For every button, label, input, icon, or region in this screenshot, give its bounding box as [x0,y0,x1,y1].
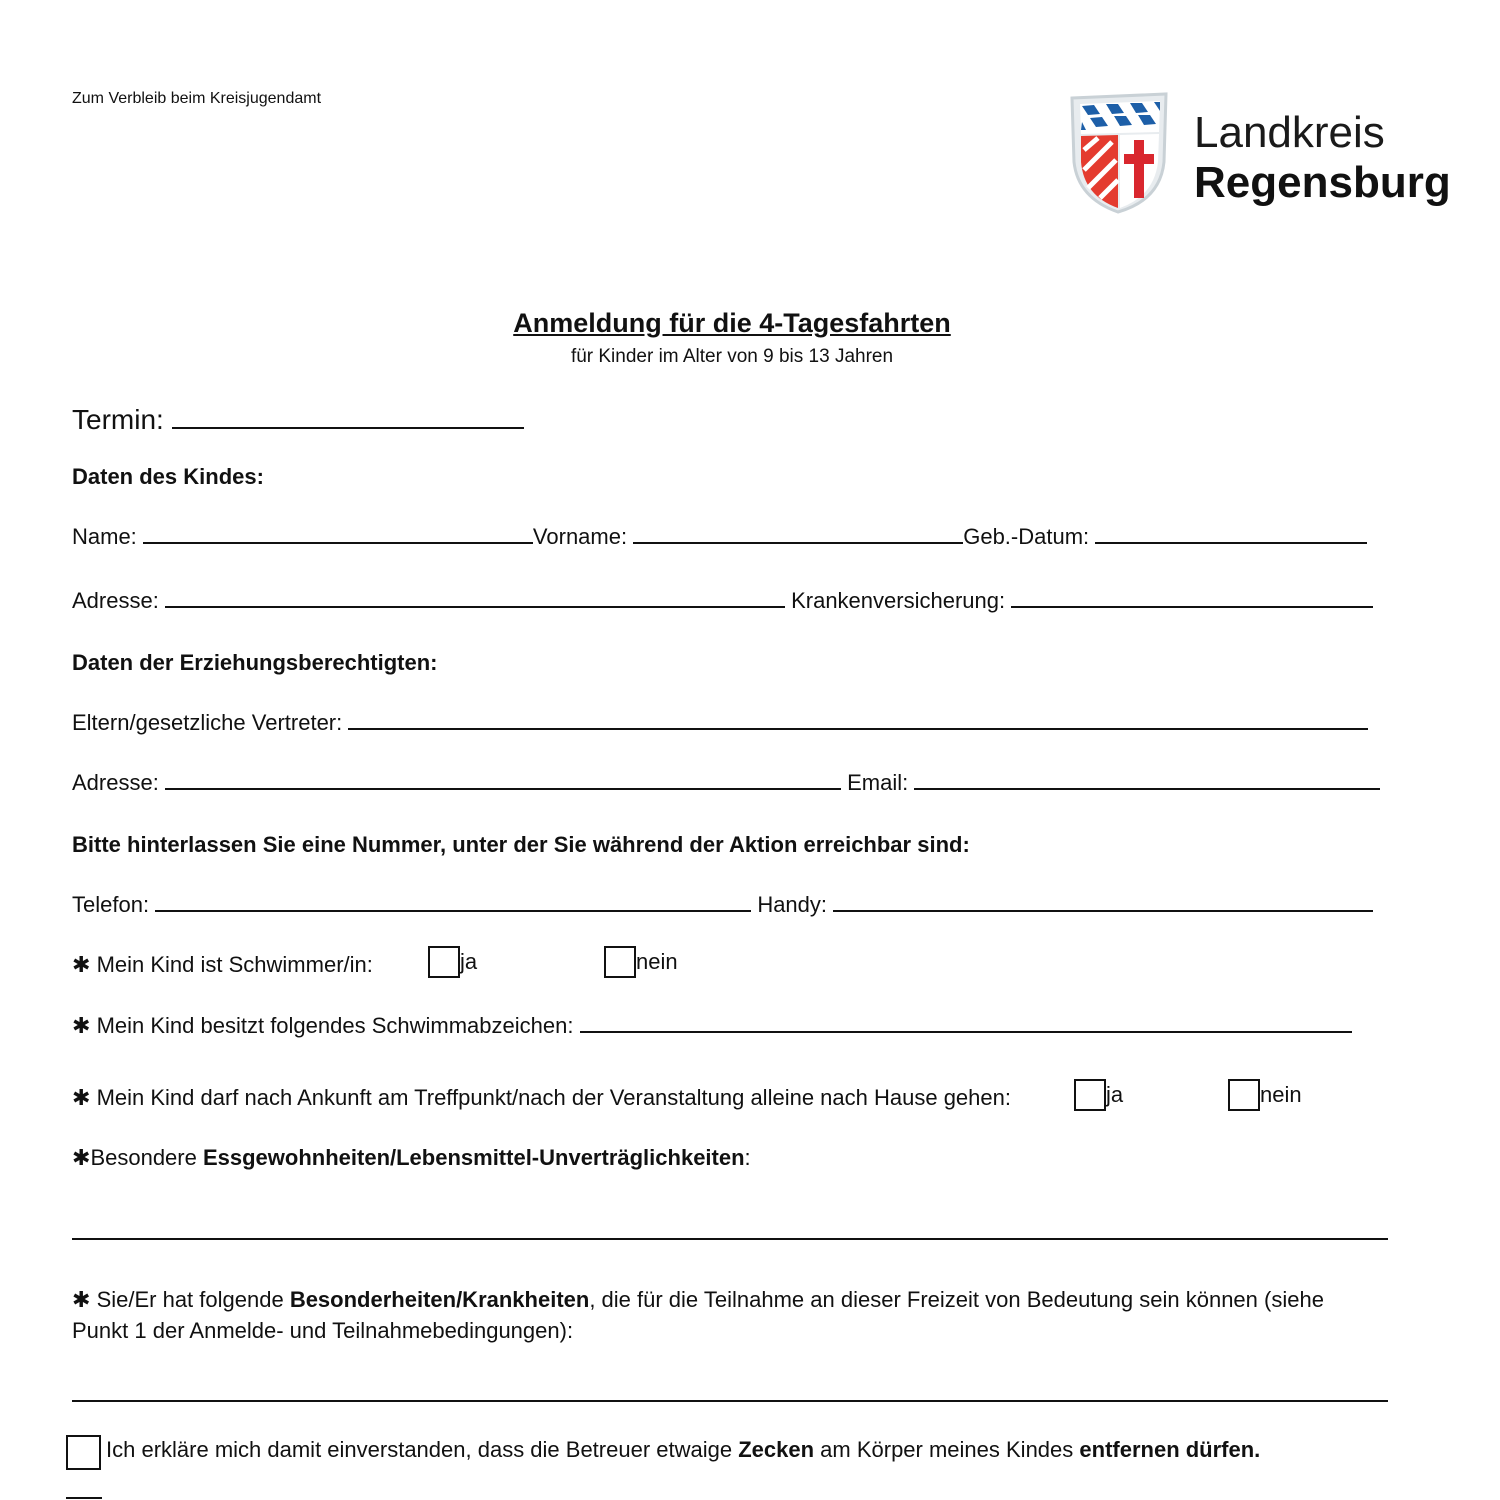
food-row [72,1145,751,1171]
asterisk-icon: ✱ [72,952,91,977]
guardians-heading: Daten der Erziehungsberechtigten: [72,650,438,675]
home-nein-label: nein [1260,1082,1302,1107]
illness-field[interactable] [72,1400,1388,1402]
ticks-checkbox[interactable] [66,1435,101,1470]
badge-label: Mein Kind besitzt folgendes Schwimmabzeichen: [96,1013,574,1038]
swimmer-ja-checkbox[interactable] [428,946,460,978]
ticks-text [106,1437,1260,1463]
handy-label: Handy: [757,892,828,917]
ticks-bold-zecken: Zecken [738,1437,815,1462]
vorname-label: Vorname: [532,524,628,549]
guardians-row [72,710,1368,736]
asterisk-icon: ✱ [72,1287,91,1312]
swimmer-nein-label: nein [636,949,678,974]
form-subtitle: für Kinder im Alter von 9 bis 13 Jahren [570,346,894,367]
email-field[interactable] [914,770,1380,790]
retention-note: Zum Verbleib beim Kreisjugendamt [72,90,322,107]
swimmer-nein-checkbox[interactable] [604,946,636,978]
logo-line1: Landkreis [1194,108,1385,157]
swimmer-nein-option[interactable] [604,946,678,978]
badge-row [72,1013,1352,1039]
name-field[interactable] [143,524,533,544]
vorname-field[interactable] [633,524,963,544]
coat-of-arms-icon [1068,92,1170,214]
logo-line2: Regensburg [1194,158,1451,207]
handy-field[interactable] [833,892,1373,912]
illness-line2: Punkt 1 der Anmelde- und Teilnahmebedingungen): [72,1318,574,1343]
contact-row [72,892,1373,918]
logo [1068,92,1451,217]
child-address-row [72,588,1373,614]
kv-label: Krankenversicherung: [791,588,1006,613]
food-bold: Essgewohnheiten/Lebensmittel-Unverträglichkeiten [202,1145,745,1170]
email-label: Email: [847,770,909,795]
swimmer-label: Mein Kind ist Schwimmer/in: [96,952,373,977]
footer-line [66,1497,102,1499]
geb-label: Geb.-Datum: [963,524,1090,549]
name-label: Name: [72,524,137,549]
food-suffix: : [744,1145,751,1170]
termin-row [72,404,524,436]
telefon-field[interactable] [155,892,751,912]
geb-field[interactable] [1095,524,1367,544]
illness-suffix: , die für die Teilnahme an dieser Freizeit von Bedeutung sein können (siehe [589,1287,1324,1312]
illness-row [72,1287,1324,1313]
contact-heading: Bitte hinterlassen Sie eine Nummer, unter der Sie während der Aktion erreichbar sind: [72,832,970,857]
home-nein-checkbox[interactable] [1228,1079,1260,1111]
asterisk-icon: ✱ [72,1145,91,1170]
illness-prefix: Sie/Er hat folgende [96,1287,290,1312]
ticks-bold-entfernen: entfernen dürfen. [1079,1437,1261,1462]
guardian-address-label: Adresse: [72,770,159,795]
child-name-row [72,524,1367,550]
home-row [72,1085,1011,1111]
ticks-consent[interactable] [66,1435,101,1470]
telefon-label: Telefon: [72,892,150,917]
home-ja-checkbox[interactable] [1074,1079,1106,1111]
home-nein-option[interactable] [1228,1079,1302,1111]
swimmer-ja-option[interactable] [428,946,477,978]
home-ja-label: ja [1106,1082,1124,1107]
ticks-prefix: Ich erkläre mich damit einverstanden, dass die Betreuer etwaige [106,1437,739,1462]
child-heading: Daten des Kindes: [72,464,264,489]
termin-field[interactable] [172,405,524,429]
ticks-middle: am Körper meines Kindes [814,1437,1080,1462]
food-field[interactable] [72,1238,1388,1240]
asterisk-icon: ✱ [72,1085,91,1110]
swimmer-row [72,952,373,978]
termin-label: Termin: [72,404,164,435]
eltern-field[interactable] [348,710,1368,730]
eltern-label: Eltern/gesetzliche Vertreter: [72,710,343,735]
guardians-address-row [72,770,1380,796]
badge-field[interactable] [580,1013,1352,1033]
child-address-field[interactable] [165,588,785,608]
illness-bold: Besonderheiten/Krankheiten [289,1287,590,1312]
child-address-label: Adresse: [72,588,159,613]
home-label: Mein Kind darf nach Ankunft am Treffpunkt/nach der Veranstaltung alleine nach Hause gehen: [96,1085,1011,1110]
guardian-address-field[interactable] [165,770,841,790]
food-prefix: Besondere [90,1145,203,1170]
swimmer-ja-label: ja [460,949,478,974]
kv-field[interactable] [1011,588,1373,608]
form-title: Anmeldung für die 4-Tagesfahrten [513,308,951,338]
asterisk-icon: ✱ [72,1013,91,1038]
home-ja-option[interactable] [1074,1079,1123,1111]
